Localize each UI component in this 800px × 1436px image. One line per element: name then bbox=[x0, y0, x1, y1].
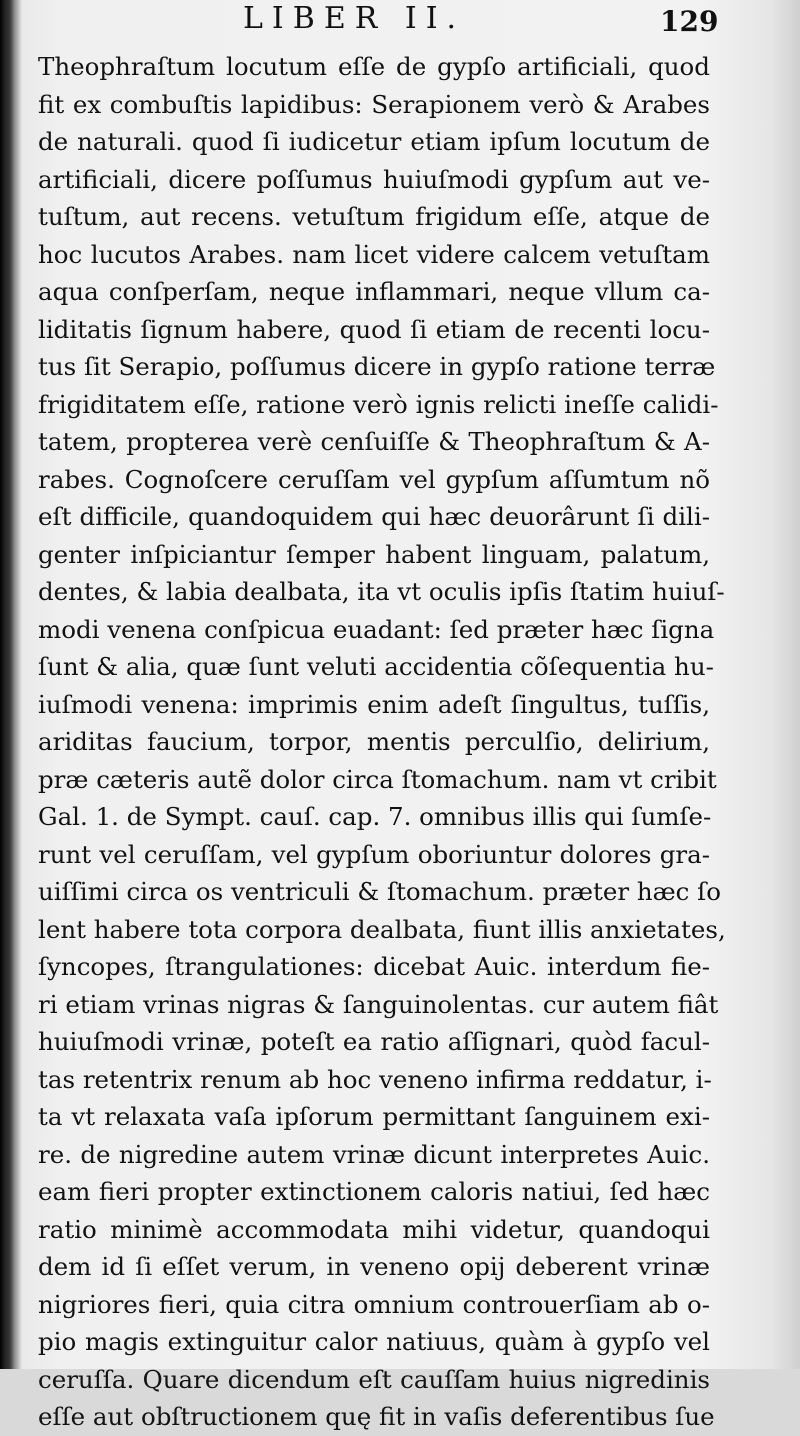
text-line: pio magis extinguitur calor natiuus, quàm à gypſo vel bbox=[38, 1327, 710, 1356]
text-line: rabes. Cognoſcere ceruſſam vel gypſum aſſumtum nõ bbox=[38, 464, 710, 494]
text-line: ri etiam vrinas nigras & ſanguinolentas. cur autem fiât bbox=[38, 989, 719, 1019]
text-line: ſyncopes, ſtrangulationes: dicebat Auic. interdum fie- bbox=[38, 952, 710, 981]
text-line: eſſe aut obſtructionem quę fit in vaſis deferentibus ſue bbox=[38, 1402, 715, 1431]
text-line: ta vt relaxata vaſa ipſorum permittant ſanguinem exi- bbox=[38, 1102, 710, 1131]
text-line: fit ex combuſtis lapidibus: Serapionem verò & Arabes bbox=[38, 89, 710, 119]
text-line: re. de nigredine autem vrinæ dicunt interpretes Auic. bbox=[38, 1139, 710, 1169]
text-line: huiuſmodi vrinæ, poteſt ea ratio aſſignari, quòd facul- bbox=[38, 1027, 710, 1056]
text-line: runt vel ceruſſam, vel gypſum oboriuntur dolores gra- bbox=[38, 839, 710, 869]
text-line: modi venena conſpicua euadant: ſed præter hæc ſigna bbox=[38, 614, 715, 644]
page-number: 129 bbox=[660, 5, 719, 38]
text-line: eam fieri propter extinctionem caloris natiui, ſed hæc bbox=[38, 1177, 710, 1206]
text-line: lent habere tota corpora dealbata, fiunt illis anxietates, bbox=[38, 914, 726, 944]
text-line: ratio minimè accommodata mihi videtur, quandoqui bbox=[38, 1214, 710, 1244]
gutter-shadow bbox=[0, 0, 14, 1369]
text-line: præ cæteris autẽ dolor circa ſtomachum. nam vt cribit bbox=[38, 764, 717, 794]
text-line: ſunt & alia, quæ ſunt veluti accidentia cõſequentia hu- bbox=[38, 652, 714, 681]
body-text bbox=[38, 48, 726, 1436]
text-line: de naturali. quod ſi iudicetur etiam ipſum locutum de bbox=[38, 127, 710, 156]
text-line: dentes, & labia dealbata, ita vt oculis ipſis ſtatim huiuſ- bbox=[38, 577, 725, 606]
text-line: uiſſimi circa os ventriculi & ſtomachum. præter hæc ſo bbox=[38, 877, 721, 906]
text-line: genter inſpiciantur ſemper habent linguam, palatum, bbox=[38, 539, 710, 569]
text-line: Theophraſtum locutum eſſe de gypſo artificiali, quod bbox=[38, 52, 710, 81]
text-line: hoc lucutos Arabes. nam licet videre calcem vetuſtam bbox=[38, 239, 710, 269]
text-line: tuſtum, aut recens. vetuſtum frigidum eſſe, atque de bbox=[38, 202, 710, 231]
text-line: tus ſit Serapio, poſſumus dicere in gypſo ratione terræ bbox=[38, 352, 716, 381]
text-line: eſt difficile, quandoquidem qui hæc deuorârunt ſi dili- bbox=[38, 502, 710, 531]
text-line: liditatis ſignum habere, quod ſi etiam de recenti locu- bbox=[38, 314, 710, 344]
text-line: Gal. 1. de Sympt. cauſ. cap. 7. omnibus illis qui ſumſe- bbox=[38, 802, 712, 831]
text-line: frigiditatem eſſe, ratione verò ignis relicti ineſſe calidi- bbox=[38, 389, 719, 419]
text-line: tatem, propterea verè cenſuiſſe & Theophraſtum & A- bbox=[38, 427, 710, 456]
text-line: nigriores fieri, quia citra omnium controuerſiam ab o- bbox=[38, 1289, 710, 1319]
text-line: ariditas faucium, torpor, mentis perculſio, delirium, bbox=[38, 727, 710, 756]
page-header bbox=[0, 0, 800, 40]
text-line: ceruſſa. Quare dicendum eſt cauſſam huius nigredinis bbox=[38, 1364, 710, 1394]
running-head: LIBER II. bbox=[243, 1, 466, 36]
text-line: artificiali, dicere poſſumus huiuſmodi gypſum aut ve- bbox=[38, 164, 710, 194]
text-line: iuſmodi venena: imprimis enim adeſt ſingultus, tuſſis, bbox=[38, 689, 710, 719]
text-line: tas retentrix renum ab hoc veneno infirma reddatur, i- bbox=[38, 1064, 712, 1094]
text-line: aqua conſperſam, neque inflammari, neque vllum ca- bbox=[38, 277, 710, 306]
text-line: dem id ſi eſſet verum, in veneno opij deberent vrinæ bbox=[38, 1252, 710, 1281]
